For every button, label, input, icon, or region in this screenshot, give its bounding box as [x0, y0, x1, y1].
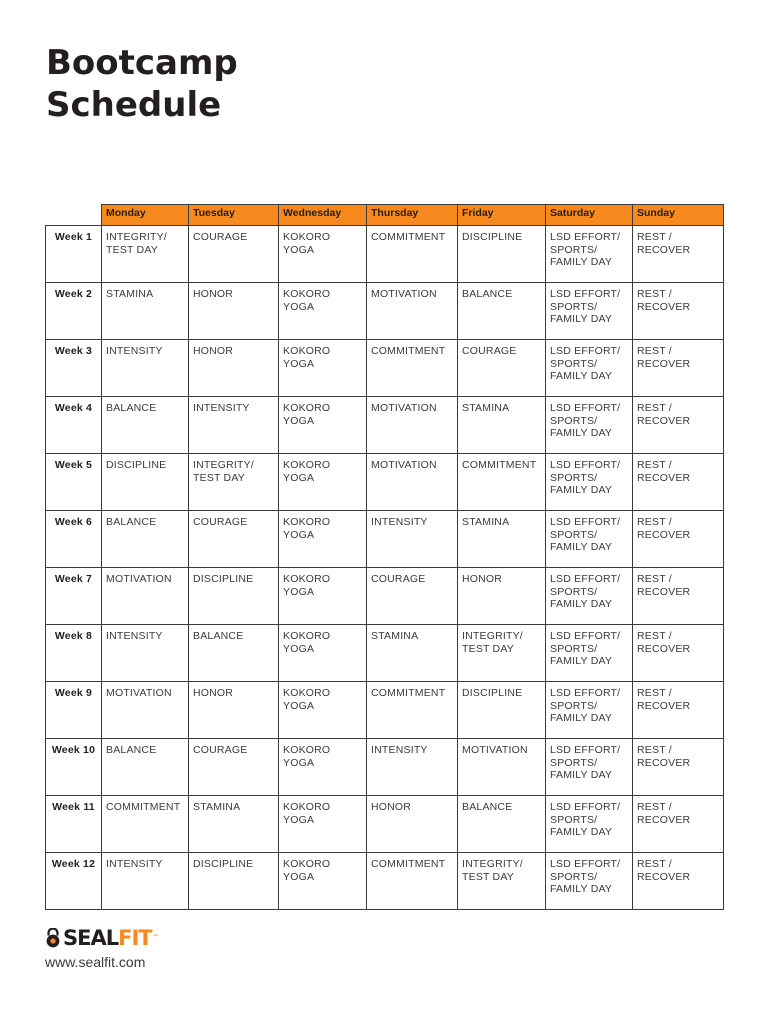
cell-wednesday: KOKORO YOGA [279, 340, 367, 397]
cell-tuesday: BALANCE [189, 625, 279, 682]
table-row [46, 454, 724, 511]
cell-friday: STAMINA [458, 511, 546, 568]
week-label: Week 2 [46, 283, 102, 340]
cell-friday: STAMINA [458, 397, 546, 454]
cell-tuesday: INTENSITY [189, 397, 279, 454]
cell-saturday: LSD EFFORT/ SPORTS/ FAMILY DAY [546, 625, 633, 682]
table-row [46, 796, 724, 853]
cell-saturday: LSD EFFORT/ SPORTS/ FAMILY DAY [546, 397, 633, 454]
week-label: Week 12 [46, 853, 102, 910]
cell-saturday: LSD EFFORT/ SPORTS/ FAMILY DAY [546, 511, 633, 568]
cell-wednesday: KOKORO YOGA [279, 568, 367, 625]
cell-sunday: REST / RECOVER [633, 226, 724, 283]
cell-sunday: REST / RECOVER [633, 568, 724, 625]
website-url: www.sealfit.com [45, 954, 146, 970]
cell-tuesday: DISCIPLINE [189, 853, 279, 910]
table-row [46, 625, 724, 682]
table-row [46, 568, 724, 625]
header-monday: Monday [102, 205, 189, 226]
cell-monday: INTENSITY [102, 625, 189, 682]
cell-saturday: LSD EFFORT/ SPORTS/ FAMILY DAY [546, 568, 633, 625]
cell-monday: INTEGRITY/ TEST DAY [102, 226, 189, 283]
trademark-symbol: ™ [152, 934, 158, 941]
cell-tuesday: HONOR [189, 283, 279, 340]
cell-saturday: LSD EFFORT/ SPORTS/ FAMILY DAY [546, 853, 633, 910]
cell-wednesday: KOKORO YOGA [279, 739, 367, 796]
cell-monday: BALANCE [102, 739, 189, 796]
cell-thursday: COMMITMENT [367, 853, 458, 910]
cell-friday: COURAGE [458, 340, 546, 397]
header-thursday: Thursday [367, 205, 458, 226]
cell-tuesday: HONOR [189, 682, 279, 739]
cell-wednesday: KOKORO YOGA [279, 511, 367, 568]
table-row [46, 397, 724, 454]
cell-thursday: COMMITMENT [367, 340, 458, 397]
header-sunday: Sunday [633, 205, 724, 226]
cell-friday: DISCIPLINE [458, 682, 546, 739]
table-row [46, 682, 724, 739]
week-label: Week 7 [46, 568, 102, 625]
cell-saturday: LSD EFFORT/ SPORTS/ FAMILY DAY [546, 796, 633, 853]
cell-monday: BALANCE [102, 397, 189, 454]
cell-tuesday: COURAGE [189, 226, 279, 283]
cell-tuesday: COURAGE [189, 739, 279, 796]
logo-seal-text: SEAL [63, 926, 119, 950]
page-title [46, 42, 238, 126]
cell-monday: STAMINA [102, 283, 189, 340]
header-friday: Friday [458, 205, 546, 226]
cell-sunday: REST / RECOVER [633, 739, 724, 796]
cell-friday: DISCIPLINE [458, 226, 546, 283]
cell-wednesday: KOKORO YOGA [279, 454, 367, 511]
cell-monday: DISCIPLINE [102, 454, 189, 511]
cell-monday: BALANCE [102, 511, 189, 568]
cell-friday: BALANCE [458, 796, 546, 853]
table-row [46, 739, 724, 796]
schedule-table [45, 204, 724, 910]
cell-thursday: STAMINA [367, 625, 458, 682]
cell-wednesday: KOKORO YOGA [279, 853, 367, 910]
cell-thursday: MOTIVATION [367, 454, 458, 511]
cell-thursday: INTENSITY [367, 739, 458, 796]
cell-friday: INTEGRITY/ TEST DAY [458, 853, 546, 910]
week-label: Week 10 [46, 739, 102, 796]
cell-saturday: LSD EFFORT/ SPORTS/ FAMILY DAY [546, 739, 633, 796]
sealfit-logo [45, 926, 158, 950]
cell-wednesday: KOKORO YOGA [279, 283, 367, 340]
cell-sunday: REST / RECOVER [633, 682, 724, 739]
cell-monday: MOTIVATION [102, 682, 189, 739]
cell-tuesday: INTEGRITY/ TEST DAY [189, 454, 279, 511]
cell-friday: BALANCE [458, 283, 546, 340]
cell-wednesday: KOKORO YOGA [279, 682, 367, 739]
cell-sunday: REST / RECOVER [633, 511, 724, 568]
table-row [46, 853, 724, 910]
table-row [46, 340, 724, 397]
week-label: Week 1 [46, 226, 102, 283]
cell-wednesday: KOKORO YOGA [279, 796, 367, 853]
logo-wordmark [63, 926, 158, 950]
week-label: Week 4 [46, 397, 102, 454]
cell-monday: INTENSITY [102, 853, 189, 910]
title-line-1: Bootcamp [46, 43, 238, 83]
cell-sunday: REST / RECOVER [633, 454, 724, 511]
cell-sunday: REST / RECOVER [633, 853, 724, 910]
cell-sunday: REST / RECOVER [633, 340, 724, 397]
cell-thursday: COMMITMENT [367, 682, 458, 739]
cell-thursday: HONOR [367, 796, 458, 853]
week-label: Week 6 [46, 511, 102, 568]
logo-fit-text: FIT [118, 926, 152, 950]
cell-saturday: LSD EFFORT/ SPORTS/ FAMILY DAY [546, 454, 633, 511]
cell-friday: HONOR [458, 568, 546, 625]
table-row [46, 226, 724, 283]
cell-saturday: LSD EFFORT/ SPORTS/ FAMILY DAY [546, 226, 633, 283]
cell-thursday: INTENSITY [367, 511, 458, 568]
cell-saturday: LSD EFFORT/ SPORTS/ FAMILY DAY [546, 283, 633, 340]
header-tuesday: Tuesday [189, 205, 279, 226]
cell-sunday: REST / RECOVER [633, 397, 724, 454]
cell-tuesday: DISCIPLINE [189, 568, 279, 625]
kettlebell-icon [45, 928, 61, 948]
cell-monday: INTENSITY [102, 340, 189, 397]
cell-monday: MOTIVATION [102, 568, 189, 625]
cell-saturday: LSD EFFORT/ SPORTS/ FAMILY DAY [546, 340, 633, 397]
week-label: Week 9 [46, 682, 102, 739]
cell-friday: INTEGRITY/ TEST DAY [458, 625, 546, 682]
cell-wednesday: KOKORO YOGA [279, 226, 367, 283]
cell-friday: MOTIVATION [458, 739, 546, 796]
cell-thursday: MOTIVATION [367, 397, 458, 454]
title-line-2: Schedule [46, 85, 222, 125]
cell-thursday: MOTIVATION [367, 283, 458, 340]
table-row [46, 511, 724, 568]
week-label: Week 8 [46, 625, 102, 682]
week-label: Week 5 [46, 454, 102, 511]
cell-saturday: LSD EFFORT/ SPORTS/ FAMILY DAY [546, 682, 633, 739]
cell-tuesday: COURAGE [189, 511, 279, 568]
week-label: Week 3 [46, 340, 102, 397]
header-wednesday: Wednesday [279, 205, 367, 226]
cell-sunday: REST / RECOVER [633, 796, 724, 853]
header-row [46, 205, 724, 226]
header-corner [46, 205, 102, 226]
cell-wednesday: KOKORO YOGA [279, 397, 367, 454]
schedule-body [46, 226, 724, 910]
cell-monday: COMMITMENT [102, 796, 189, 853]
cell-tuesday: HONOR [189, 340, 279, 397]
cell-sunday: REST / RECOVER [633, 625, 724, 682]
cell-thursday: COMMITMENT [367, 226, 458, 283]
cell-sunday: REST / RECOVER [633, 283, 724, 340]
cell-tuesday: STAMINA [189, 796, 279, 853]
header-saturday: Saturday [546, 205, 633, 226]
cell-friday: COMMITMENT [458, 454, 546, 511]
cell-thursday: COURAGE [367, 568, 458, 625]
cell-wednesday: KOKORO YOGA [279, 625, 367, 682]
week-label: Week 11 [46, 796, 102, 853]
table-row [46, 283, 724, 340]
